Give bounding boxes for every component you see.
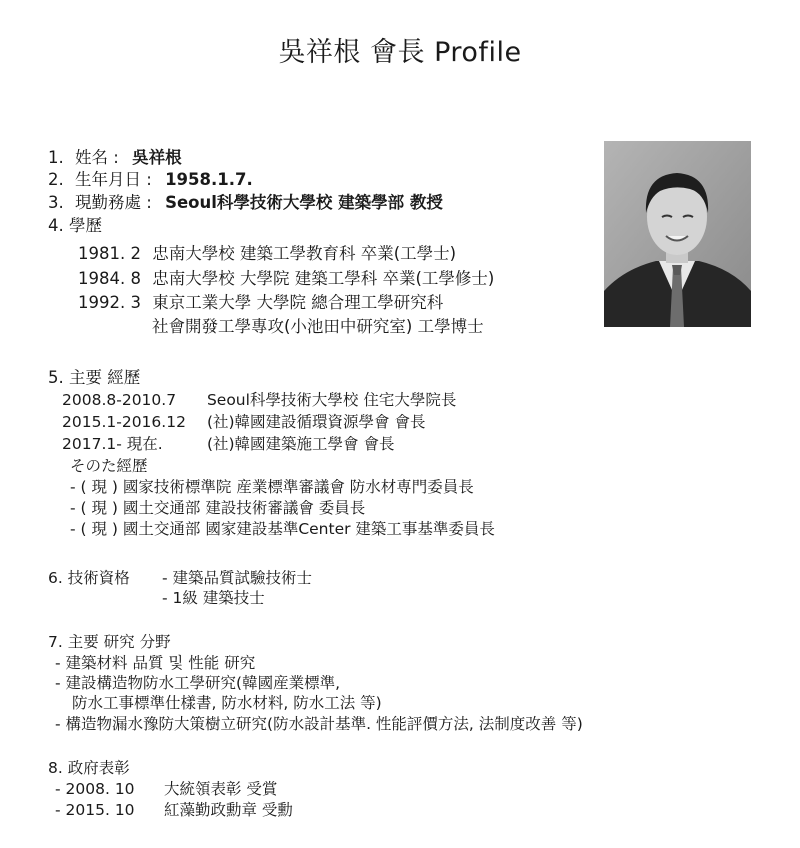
career-text: (社)韓國建築施工學會 會長 xyxy=(206,435,395,453)
education-item xyxy=(78,289,443,313)
education-continuation: 社會開發工學專攻(小池田中研究室) 工學博士 xyxy=(152,317,484,336)
section-name-row xyxy=(48,144,182,168)
birth-value: 1958.1.7. xyxy=(165,170,253,189)
award-text: 大統領表彰 受賞 xyxy=(163,780,278,798)
education-date: 1981. 2 xyxy=(78,244,141,263)
career-date: 2008.8-2010.7 xyxy=(62,391,177,409)
workplace-value: Seoul科學技術大學校 建築學部 教授 xyxy=(165,193,443,212)
career-item xyxy=(62,410,425,432)
research-item-continuation: 防水工事標準仕樣書, 防水材料, 防水工法 等) xyxy=(72,694,382,712)
education-date: 1984. 8 xyxy=(78,269,141,288)
birth-label: 生年月日 : xyxy=(75,170,152,189)
qualification-heading: 6. 技術資格 xyxy=(48,569,130,587)
qualification-item: - 1級 建築技士 xyxy=(162,589,265,607)
career-text: Seoul科學技術大學校 住宅大學院長 xyxy=(206,391,457,409)
career-item xyxy=(62,388,456,410)
portrait-photo xyxy=(604,141,751,327)
education-text: 忠南大學校 大學院 建築工學科 卒業(工學修士) xyxy=(152,269,495,288)
qualification-item: - 建築品質試驗技術士 xyxy=(162,569,313,587)
award-item xyxy=(55,777,277,799)
education-text: 忠南大學校 建築工學教育科 卒業(工學士) xyxy=(152,244,457,263)
section-number: 2. xyxy=(48,170,64,189)
education-heading: 4. 學歷 xyxy=(48,216,102,235)
workplace-label: 現勤務處 : xyxy=(75,193,152,212)
research-item: - 建築材料 品質 및 性能 研究 xyxy=(55,654,256,672)
page-title: 吳祥根 會長 Profile xyxy=(278,37,522,68)
career-text: (社)韓國建設循環資源學會 會長 xyxy=(206,413,426,431)
section-number: 3. xyxy=(48,193,64,212)
other-career-item: - ( 現 ) 國土交通部 建設技術審議會 委員長 xyxy=(70,499,366,517)
section-number: 1. xyxy=(48,148,64,167)
career-date: 2015.1-2016.12 xyxy=(62,413,186,431)
other-career-item: - ( 現 ) 國家技術標準院 産業標準審議會 防水材専門委員長 xyxy=(70,478,474,496)
name-value: 吳祥根 xyxy=(132,148,182,167)
career-item xyxy=(62,432,394,454)
research-item: - 構造物漏水豫防大策樹立研究(防水設計基準. 性能評價方法, 法制度改善 等) xyxy=(55,715,583,733)
education-item xyxy=(78,265,494,289)
award-heading: 8. 政府表彰 xyxy=(48,759,130,777)
award-item xyxy=(55,798,293,820)
other-career-heading: そのた經歷 xyxy=(70,457,148,475)
education-date: 1992. 3 xyxy=(78,293,141,312)
career-date: 2017.1- 現在. xyxy=(62,435,163,453)
name-label: 姓名 : xyxy=(75,148,119,167)
research-heading: 7. 主要 研究 分野 xyxy=(48,633,171,651)
education-item xyxy=(78,240,456,264)
research-item: - 建設構造物防水工學研究(韓國産業標準, xyxy=(55,674,340,692)
section-workplace-row xyxy=(48,189,443,213)
award-date: - 2015. 10 xyxy=(55,801,135,819)
award-text: 紅藻勤政勳章 受勳 xyxy=(163,801,293,819)
other-career-item: - ( 現 ) 國土交通部 國家建設基準Center 建築工事基準委員長 xyxy=(70,520,495,538)
career-heading: 5. 主要 經歷 xyxy=(48,368,141,387)
section-birth-row xyxy=(48,166,253,190)
education-text: 東京工業大學 大學院 總合理工學研究科 xyxy=(152,293,444,312)
award-date: - 2008. 10 xyxy=(55,780,135,798)
